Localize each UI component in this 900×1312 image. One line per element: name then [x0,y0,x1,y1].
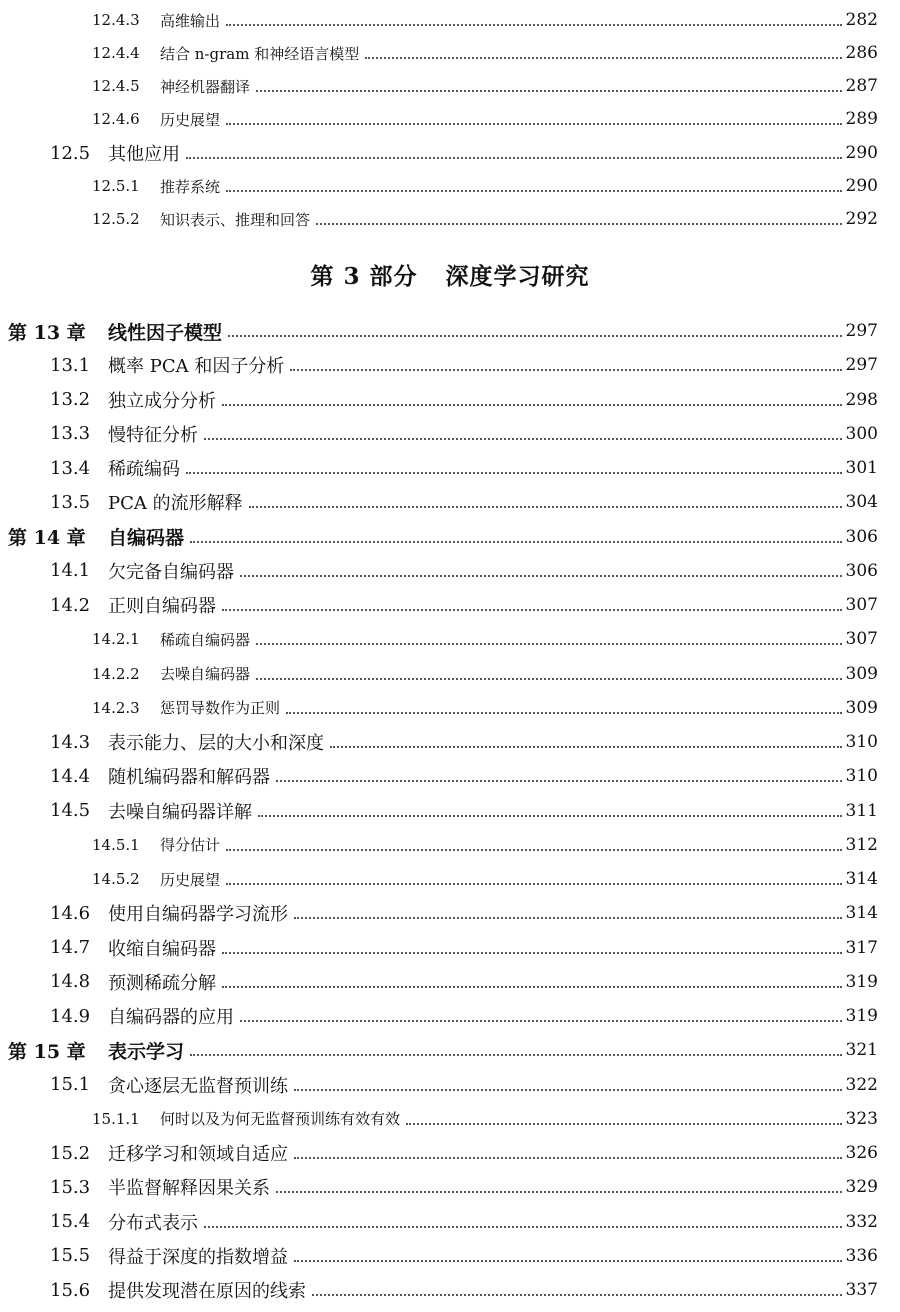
toc-entry-page: 336 [845,1245,878,1266]
toc-entry[interactable] [0,456,878,480]
toc-entry-number: 12.5.1 [92,177,140,195]
toc-entry-title: 结合 n-gram 和神经语言模型 [160,44,360,63]
toc-entry[interactable] [0,1244,878,1268]
toc-entry-number: 15.4 [50,1211,91,1232]
toc-entry-title: PCA 的流形解释 [108,493,243,515]
dot-leader [204,438,842,440]
dot-leader [228,335,842,337]
toc-entry-page: 321 [845,1040,878,1061]
dot-leader [294,1260,842,1262]
toc-entry[interactable] [0,799,878,823]
toc-entry-number: 15.6 [50,1279,91,1301]
toc-entry-page: 326 [845,1143,878,1163]
part-number: 第 3 部分 [310,263,418,290]
toc-entry-title: 得益于深度的指数增益 [108,1246,288,1268]
toc-entry-page: 286 [845,43,878,63]
toc-entry[interactable] [0,1038,878,1062]
toc-entry-page: 306 [845,526,878,547]
dot-leader [312,1294,842,1296]
dot-leader [186,157,842,159]
toc-entry-title: 线性因子模型 [108,321,223,344]
dot-leader [316,223,842,225]
toc-entry[interactable] [0,627,878,651]
toc-entry-title: 自编码器的应用 [108,1007,234,1028]
dot-leader [256,90,842,92]
toc-entry-title: 历史展望 [160,110,221,129]
toc-entry[interactable] [0,1278,878,1302]
toc-entry-page: 332 [845,1211,878,1232]
toc-entry[interactable] [0,490,878,514]
toc-entry-number: 第 13 章 [8,321,86,344]
toc-entry-page: 307 [845,629,878,650]
toc-entry-number: 14.2.2 [92,664,140,683]
dot-leader [286,712,842,714]
dot-leader [190,1054,842,1056]
dot-leader [294,1089,842,1091]
toc-entry-page: 319 [845,1006,878,1026]
toc-entry[interactable] [0,74,878,98]
toc-entry-page: 317 [845,937,878,958]
toc-entry-page: 289 [845,109,878,129]
toc-entry-page: 304 [845,492,878,513]
toc-entry-page: 311 [845,800,878,821]
toc-entry-title: 欠完备自编码器 [108,561,234,583]
dot-leader [186,472,842,474]
toc-entry-title: 得分估计 [160,836,221,855]
toc-entry-number: 12.4.5 [92,77,140,95]
toc-entry[interactable] [0,970,878,994]
toc-entry[interactable] [0,696,878,720]
dot-leader [226,883,842,885]
toc-entry-number: 第 15 章 [8,1040,86,1063]
toc-entry-number: 15.5 [50,1245,91,1267]
toc-entry[interactable] [0,936,878,960]
dot-leader [276,1191,842,1193]
toc-entry-number: 13.2 [50,389,91,410]
toc-entry-title: 推荐系统 [160,177,221,196]
toc-entry-page: 301 [845,458,878,478]
toc-entry-title: 独立成分分析 [108,390,216,412]
toc-entry-page: 290 [845,143,878,163]
toc-entry[interactable] [0,141,878,165]
toc-entry-number: 14.8 [50,971,91,993]
toc-entry-page: 300 [845,423,878,444]
toc-entry-title: 去噪自编码器 [160,665,251,683]
toc-entry-number: 13.3 [50,423,91,445]
toc-entry[interactable] [0,1107,878,1131]
toc-entry-page: 309 [845,663,878,684]
toc-entry[interactable] [0,867,878,891]
toc-entry-title: 正则自编码器 [108,596,216,617]
toc-entry-page: 337 [845,1280,878,1300]
toc-entry-number: 14.5.1 [92,835,140,854]
toc-entry[interactable] [0,662,878,686]
dot-leader [249,506,842,508]
dot-leader [276,780,842,782]
dot-leader [222,609,842,611]
toc-entry-number: 12.4.6 [92,110,140,128]
toc-entry[interactable] [0,730,878,754]
toc-entry[interactable] [0,764,878,788]
toc-entry-number: 15.1.1 [92,1109,140,1128]
toc-entry[interactable] [0,1004,878,1028]
toc-entry[interactable] [0,525,878,549]
toc-entry-number: 14.6 [50,902,91,924]
toc-entry-title: 表示能力、层的大小和深度 [108,733,324,754]
toc-entry-title: 历史展望 [160,870,221,889]
toc-entry-title: 慢特征分析 [108,424,198,446]
toc-entry-title: 收缩自编码器 [108,938,216,960]
toc-entry-number: 12.5 [50,142,91,164]
dot-leader [222,952,842,954]
dot-leader [222,404,842,406]
toc-entry-title: 提供发现潜在原因的线索 [108,1281,306,1302]
dot-leader [240,1020,842,1022]
toc-entry-title: 半监督解释因果关系 [108,1178,270,1200]
toc-entry-number: 14.5.2 [92,870,140,888]
dot-leader [365,57,841,59]
toc-entry-title: 稀疏自编码器 [160,630,251,649]
dot-leader [226,849,842,851]
toc-entry-title: 知识表示、推理和回答 [160,210,311,229]
toc-entry-page: 314 [845,869,878,889]
dot-leader [226,24,842,26]
dot-leader [256,643,842,645]
toc-entry[interactable] [0,1073,878,1097]
toc-entry[interactable] [0,1175,878,1199]
toc-entry-page: 322 [845,1074,878,1095]
toc-entry-number: 13.5 [50,491,91,513]
toc-entry-title: 概率 PCA 和因子分析 [108,356,285,378]
toc-entry-title: 迁移学习和领域自适应 [108,1144,288,1165]
toc-entry[interactable] [0,388,878,412]
toc-entry-page: 282 [845,10,878,30]
part-heading [0,258,900,291]
toc-entry[interactable] [0,1141,878,1165]
toc-entry[interactable] [0,901,878,925]
dot-leader [294,1157,842,1159]
toc-entry-page: 307 [845,595,878,615]
toc-entry[interactable] [0,207,878,231]
toc-entry[interactable] [0,174,878,198]
toc-entry-title: 分布式表示 [108,1212,198,1234]
toc-entry-title: 稀疏编码 [108,459,180,480]
toc-entry-page: 306 [845,560,878,581]
toc-entry-page: 309 [845,697,878,718]
toc-entry-number: 14.2.1 [92,630,140,649]
dot-leader [330,746,842,748]
toc-entry-page: 297 [845,355,878,376]
toc-entry-number: 14.9 [50,1005,91,1027]
toc-entry-number: 14.2 [50,594,91,616]
toc-entry-title: 自编码器 [108,527,185,549]
toc-entry-page: 329 [845,1177,878,1198]
dot-leader [294,917,842,919]
toc-entry-number: 12.4.3 [92,11,140,29]
toc-entry[interactable] [0,107,878,131]
toc-entry[interactable] [0,422,878,446]
toc-entry[interactable] [0,353,878,377]
toc-entry-number: 12.4.4 [92,44,140,62]
toc-entry-page: 312 [845,834,878,855]
toc-entry[interactable] [0,833,878,857]
toc-entry-page: 290 [845,176,878,196]
toc-entry-page: 314 [845,903,878,924]
dot-leader [240,575,842,577]
dot-leader [204,1226,842,1228]
dot-leader [258,815,842,817]
dot-leader [290,369,841,371]
toc-entry[interactable] [0,593,878,617]
toc-entry-number: 13.1 [50,354,91,376]
toc-entry-number: 15.3 [50,1176,91,1198]
toc-entry-number: 14.1 [50,560,91,582]
toc-entry-number: 15.2 [50,1142,91,1164]
toc-entry-title: 表示学习 [108,1040,185,1063]
dot-leader [226,123,842,125]
toc-entry[interactable] [0,559,878,583]
dot-leader [190,541,842,543]
dot-leader [256,678,842,680]
toc-entry-title: 使用自编码器学习流形 [108,904,288,926]
toc-entry-number: 14.7 [50,937,91,958]
toc-entry-page: 298 [845,389,878,410]
toc-entry-page: 287 [845,76,878,96]
toc-entry-title: 贪心逐层无监督预训练 [108,1075,288,1097]
toc-entry-title: 高维输出 [160,11,221,30]
toc-entry-number: 14.3 [50,731,91,753]
toc-entry-page: 297 [845,321,878,341]
toc-entry-page: 292 [845,209,878,229]
toc-entry-number: 15.1 [50,1074,91,1095]
dot-leader [406,1123,842,1125]
part-title: 深度学习研究 [445,263,590,290]
toc-entry-number: 14.5 [50,800,91,821]
toc-entry-number: 14.4 [50,765,91,787]
toc-entry-title: 何时以及为何无监督预训练有效有效 [160,1110,401,1129]
toc-entry-title: 去噪自编码器详解 [108,801,252,823]
toc-entry-title: 随机编码器和解码器 [108,767,270,789]
toc-entry[interactable] [0,8,878,32]
toc-entry-number: 12.5.2 [92,210,140,228]
toc-entry-page: 310 [845,732,878,752]
dot-leader [222,986,842,988]
toc-entry-title: 其他应用 [108,144,180,165]
toc-entry[interactable] [0,1210,878,1234]
toc-entry-title: 预测稀疏分解 [108,972,216,994]
toc-entry-number: 13.4 [50,457,91,479]
toc-entry[interactable] [0,41,878,65]
toc-entry-number: 14.2.3 [92,698,140,717]
toc-entry-page: 323 [845,1108,878,1129]
dot-leader [226,190,842,192]
toc-entry-page: 310 [845,766,878,787]
toc-entry-number: 第 14 章 [8,527,86,549]
toc-entry-page: 319 [845,971,878,992]
toc-entry-title: 神经机器翻译 [160,77,251,96]
toc-entry[interactable] [0,319,878,343]
toc-entry-title: 惩罚导数作为正则 [160,699,281,718]
